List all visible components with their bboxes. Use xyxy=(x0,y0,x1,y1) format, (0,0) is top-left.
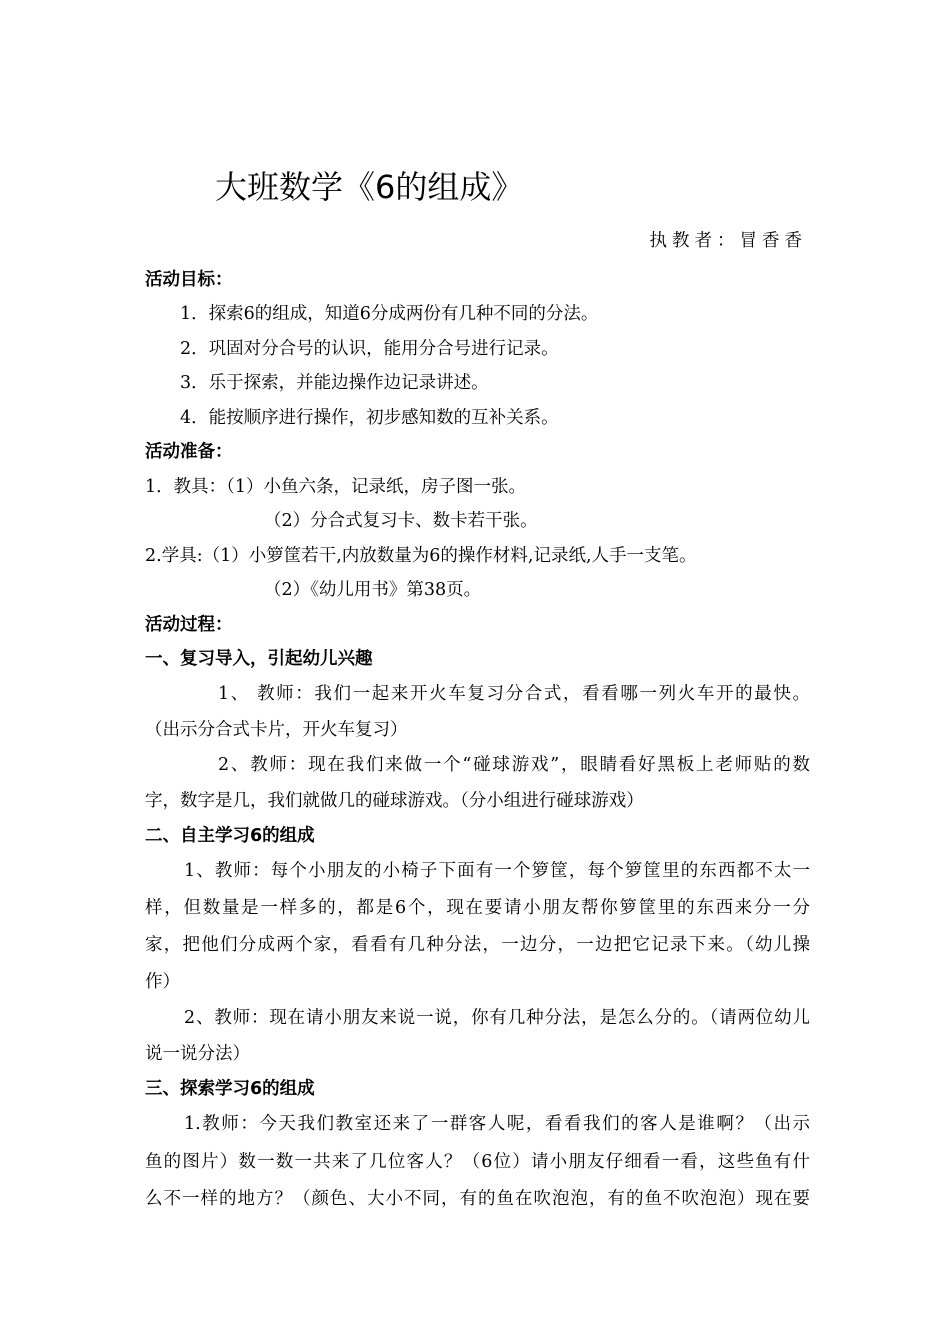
prep-teacher-line: 1．教具：（1）小鱼六条，记录纸，房子图一张。 xyxy=(145,477,527,497)
section-heading: 一、复习导入，引起幼儿兴趣 xyxy=(145,649,373,669)
paragraph-line: 说一说分法） xyxy=(145,1044,250,1064)
paragraph-line: 作） xyxy=(145,972,180,992)
paragraph-line: 1.教师：今天我们教室还来了一群客人呢，看看我们的客人是谁啊？（出示 xyxy=(184,1114,810,1134)
goal-item: 4．能按顺序进行操作，初步感知数的互补关系。 xyxy=(180,408,559,428)
paragraph-line: 鱼的图片）数一数一共来了几位客人？（6位）请小朋友仔细看一看，这些鱼有什 xyxy=(145,1152,810,1172)
section-heading: 三、探索学习6的组成 xyxy=(145,1079,315,1099)
prep-teacher-line: （2）分合式复习卡、数卡若干张。 xyxy=(264,511,538,531)
author-line: 执教者：冒香香 xyxy=(649,231,807,251)
paragraph-line: 1、教师：每个小朋友的小椅子下面有一个箩筐，每个箩筐里的东西都不太一 xyxy=(184,861,810,881)
prep-student-line: 2.学具:（1）小箩筐若干,内放数量为6的操作材料,记录纸,人手一支笔。 xyxy=(145,546,697,566)
document-title: 大班数学《6的组成》 xyxy=(215,168,524,206)
prep-heading: 活动准备： xyxy=(145,442,233,462)
goal-item: 1．探索6的组成，知道6分成两份有几种不同的分法。 xyxy=(180,304,599,324)
paragraph-line: 样，但数量是一样多的，都是6个，现在要请小朋友帮你箩筐里的东西来分一分 xyxy=(145,898,810,918)
paragraph-line: 字，数字是几，我们就做几的碰球游戏。（分小组进行碰球游戏） xyxy=(145,791,644,811)
goals-heading: 活动目标： xyxy=(145,270,233,290)
goal-item: 3．乐于探索，并能边操作边记录讲述。 xyxy=(180,373,489,393)
paragraph-line: 1、 教师：我们一起来开火车复习分合式，看看哪一列火车开的最快。 xyxy=(218,684,810,704)
section-heading: 二、自主学习6的组成 xyxy=(145,826,315,846)
process-heading: 活动过程： xyxy=(145,615,233,635)
paragraph-line: 么不一样的地方？（颜色、大小不同，有的鱼在吹泡泡，有的鱼不吹泡泡）现在要 xyxy=(145,1189,810,1209)
prep-student-line: （2）《幼儿用书》第38页。 xyxy=(264,580,482,600)
paragraph-line: 2、教师：现在请小朋友来说一说，你有几种分法，是怎么分的。（请两位幼儿 xyxy=(184,1008,810,1028)
paragraph-line: （出示分合式卡片，开火车复习） xyxy=(145,720,408,740)
paragraph-line: 家，把他们分成两个家，看看有几种分法，一边分，一边把它记录下来。（幼儿操 xyxy=(145,935,810,955)
goal-item: 2．巩固对分合号的认识，能用分合号进行记录。 xyxy=(180,339,559,359)
paragraph-line: 2、教师：现在我们来做一个“碰球游戏”，眼睛看好黑板上老师贴的数 xyxy=(218,755,810,775)
